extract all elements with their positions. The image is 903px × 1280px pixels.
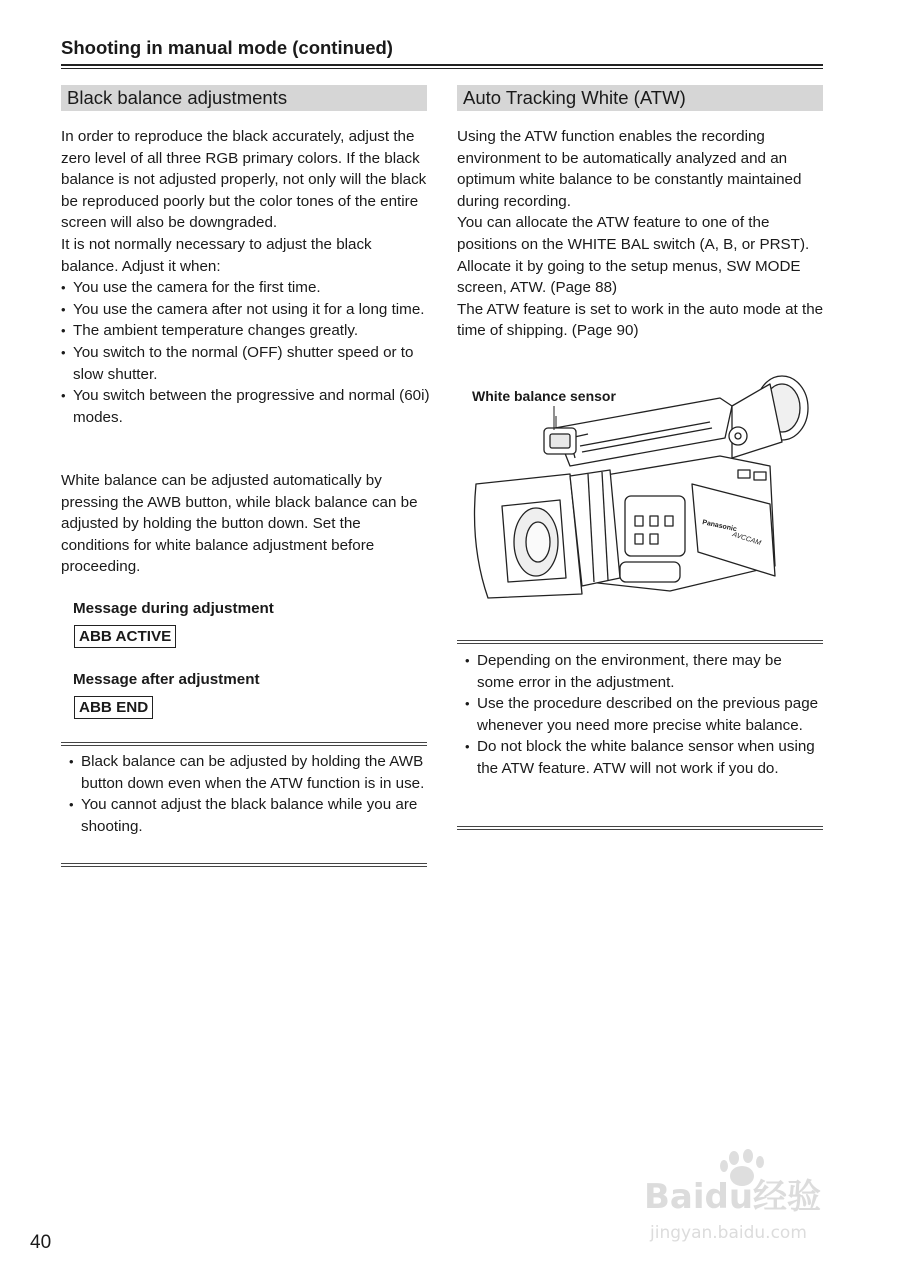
- atw-paragraph-1: Using the ATW function enables the recording environment to be automatically analyzed and an optimum white balance to be constantly maintained during recording.: [457, 128, 802, 210]
- list-item: • You cannot adjust the black balance while you are shooting.: [69, 794, 425, 837]
- note-rule-bottom-right: [457, 826, 823, 830]
- watermark-brand: Baidu经验: [644, 1177, 822, 1217]
- atw-paragraph-2: You can allocate the ATW feature to one of the positions on the WHITE BAL switch (A, B, or PRST). Allocate it by going to the setup menus, SW MODE screen, ATW. (Page 88): [457, 214, 810, 297]
- black-balance-intro: [61, 126, 431, 428]
- note-rule-top-left: [61, 742, 427, 746]
- note-rule-top-right: [457, 640, 823, 644]
- header-rule: [61, 64, 823, 69]
- msg-after-label: Message after adjustment: [73, 671, 260, 688]
- atw-paragraphs: [457, 126, 829, 342]
- intro-paragraph-2: It is not normally necessary to adjust the black balance. Adjust it when:: [61, 235, 372, 275]
- msg-during-box: ABB ACTIVE: [74, 625, 176, 648]
- intro-paragraph-1: In order to reproduce the black accurately, adjust the zero level of all three RGB primary colors. If the black balance is not adjusted properly, not only will the black be reproduced poorly but the color tones of the entire screen will also be downgraded.: [61, 128, 427, 232]
- list-item: • Use the procedure described on the previous page whenever you need more precise white balance.: [465, 693, 821, 736]
- left-notes-list: [69, 751, 425, 837]
- list-item: • You switch to the normal (OFF) shutter speed or to slow shutter.: [61, 342, 431, 385]
- awb-paragraph: White balance can be adjusted automatically by pressing the AWB button, while black balance can be adjusted by holding the button down. Set the conditions for white balance adjustment before proceeding.: [61, 472, 418, 576]
- list-item: • You use the camera for the first time.: [61, 277, 431, 299]
- conditions-list: [61, 277, 431, 428]
- note-rule-bottom-left: [61, 863, 427, 867]
- watermark-url: jingyan.baidu.com: [650, 1223, 807, 1243]
- list-item: • You use the camera after not using it for a long time.: [61, 299, 431, 321]
- page-header-title: Shooting in manual mode (continued): [61, 37, 393, 58]
- msg-during-label: Message during adjustment: [73, 600, 274, 617]
- list-item: • Black balance can be adjusted by holding the AWB button down even when the ATW function is in use.: [69, 751, 425, 794]
- white-balance-sensor-label: White balance sensor: [472, 388, 616, 404]
- camera-brand-text: Panasonic: [701, 519, 738, 534]
- camera-logo-text: AVCCAM: [731, 531, 762, 548]
- page-number: 40: [30, 1232, 52, 1253]
- left-notes: [69, 751, 425, 837]
- baidu-watermark: [642, 1148, 852, 1244]
- list-item: • Do not block the white balance sensor when using the ATW feature. ATW will not work if you do.: [465, 736, 821, 779]
- section-heading-atw: Auto Tracking White (ATW): [457, 85, 823, 111]
- atw-paragraph-3: The ATW feature is set to work in the auto mode at the time of shipping. (Page 90): [457, 300, 824, 340]
- list-item: • You switch between the progressive and normal (60i) modes.: [61, 385, 431, 428]
- list-item: • The ambient temperature changes greatly.: [61, 320, 431, 342]
- section-heading-black-balance: Black balance adjustments: [61, 85, 427, 111]
- msg-after-box: ABB END: [74, 696, 153, 719]
- list-item: • Depending on the environment, there may be some error in the adjustment.: [465, 650, 821, 693]
- right-notes-list: [465, 650, 821, 780]
- right-notes: [465, 650, 821, 780]
